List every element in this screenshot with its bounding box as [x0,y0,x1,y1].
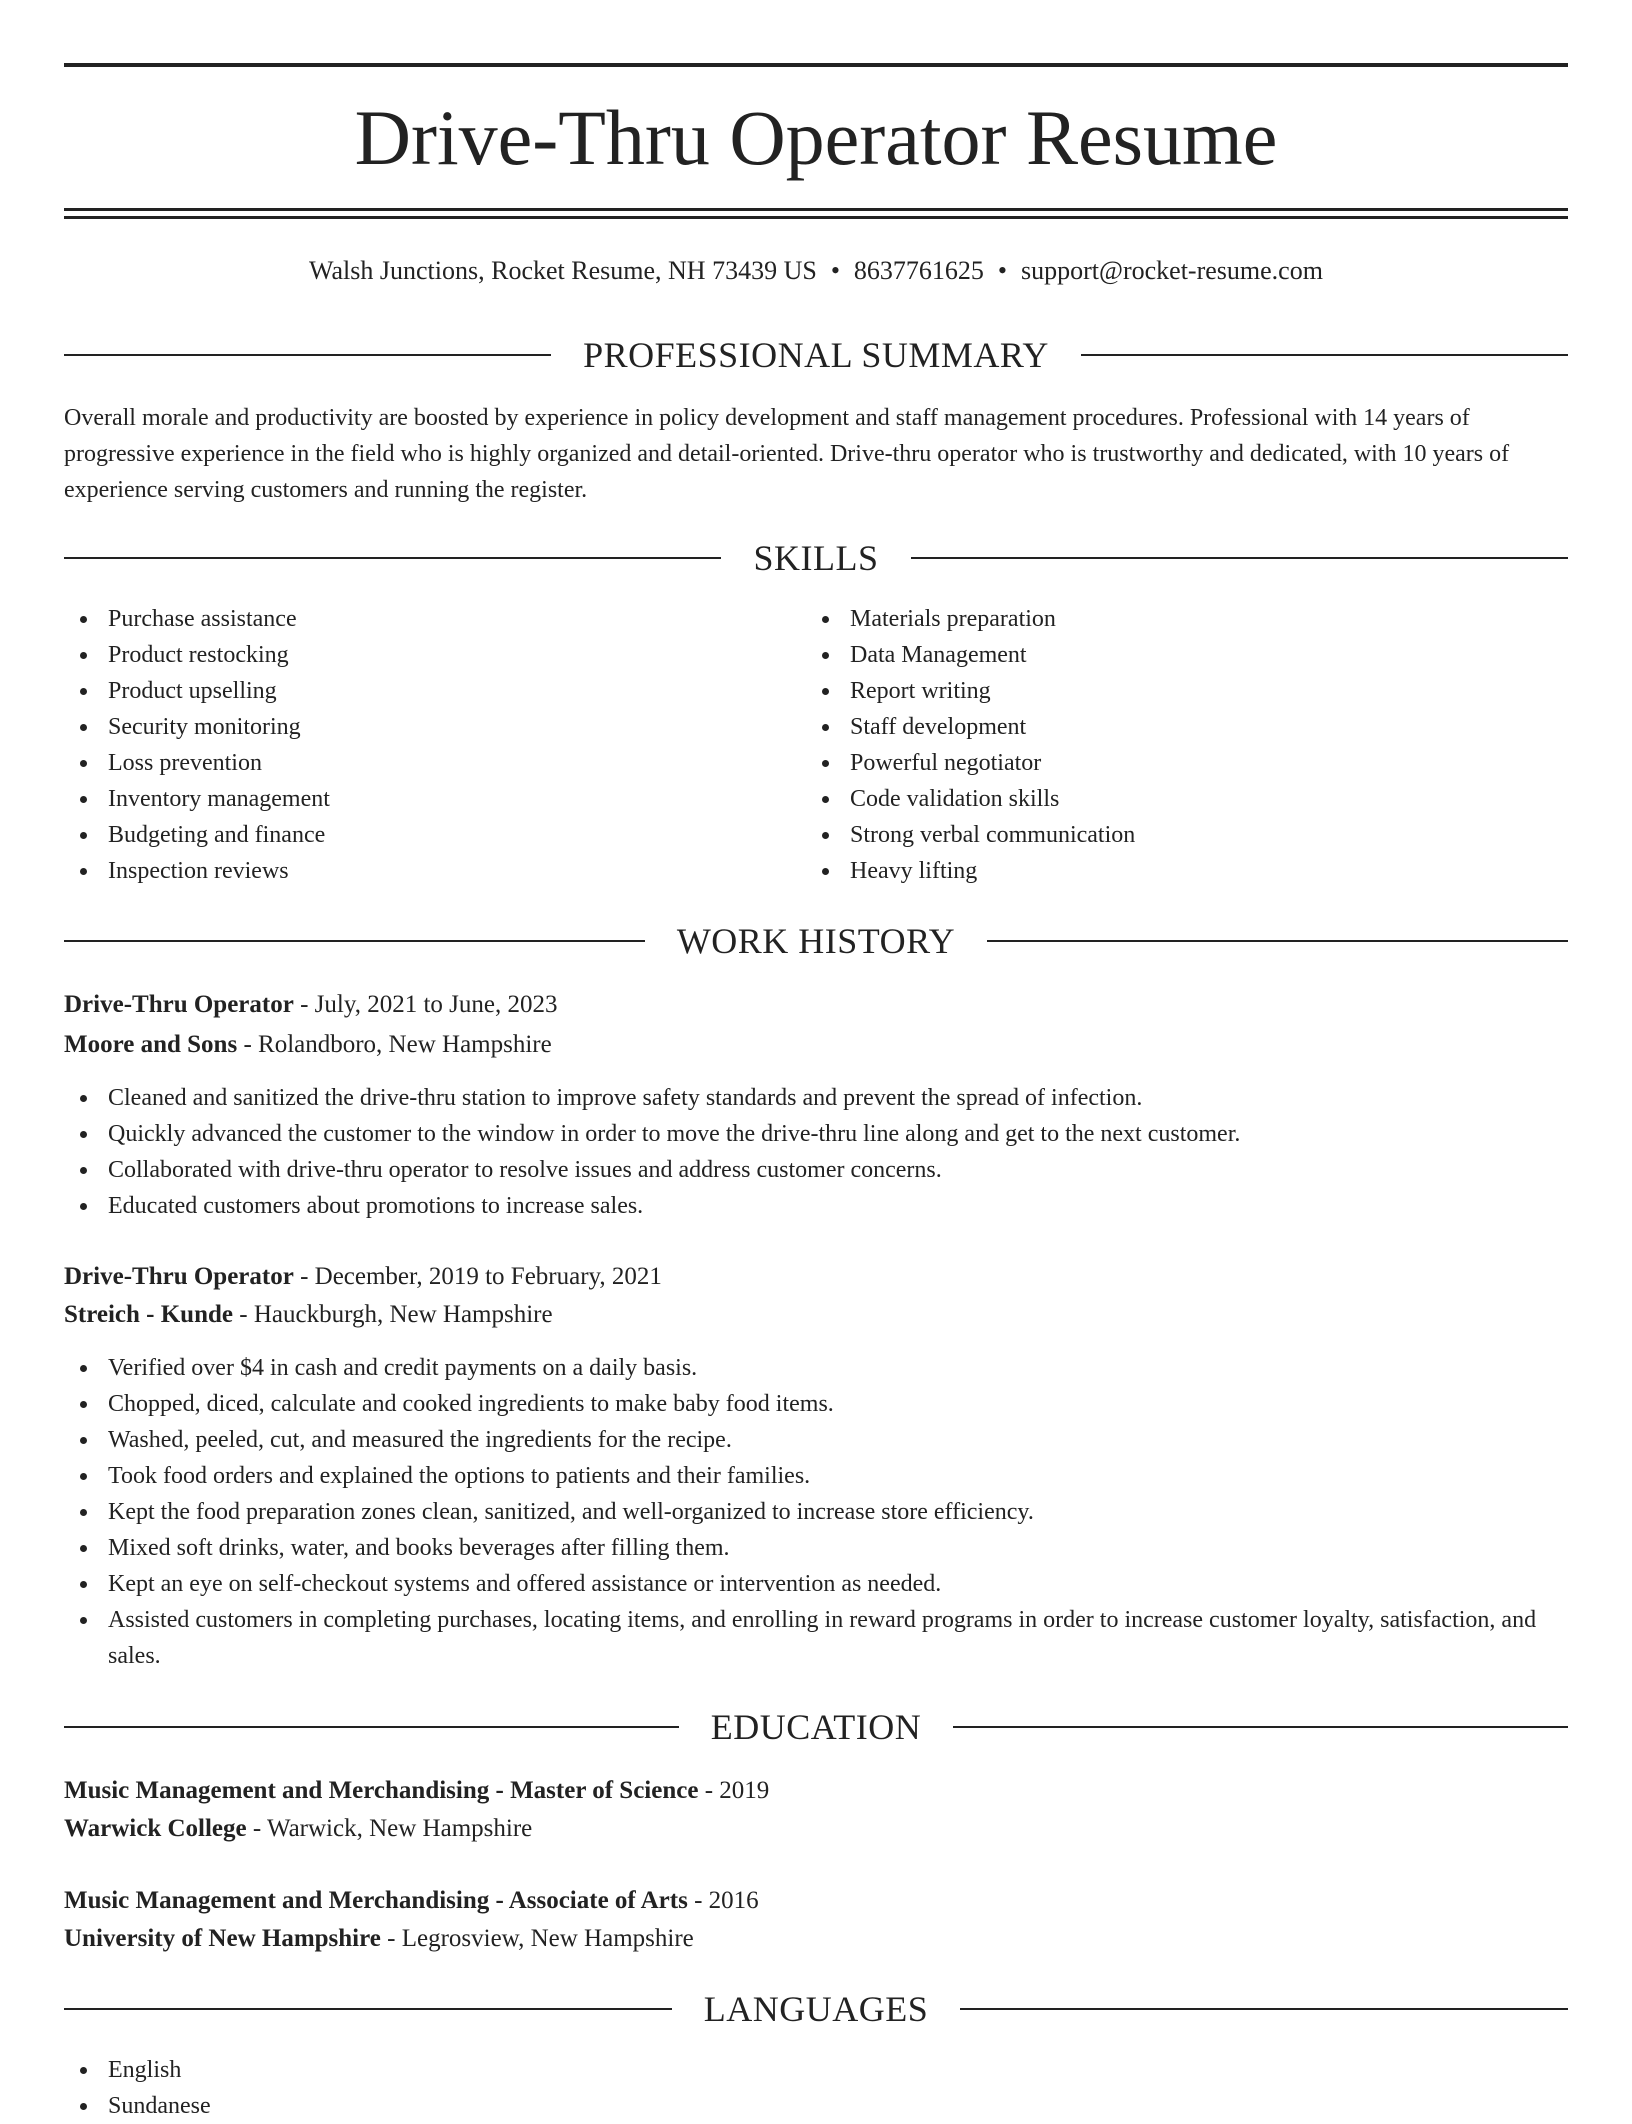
job-duty: Mixed soft drinks, water, and books beverages after filling them. [64,1530,1568,1566]
skill-item: Heavy lifting [806,853,1546,889]
contact-line [64,253,1568,289]
job-duties-list [64,1080,1568,1224]
section-title: SKILLS [64,535,1568,581]
skill-item: Powerful negotiator [806,745,1546,781]
job-title-line [64,1258,1568,1296]
education-degree-line [64,1772,1568,1810]
job-duty: Washed, peeled, cut, and measured the ingredients for the recipe. [64,1422,1568,1458]
section-heading-skills [64,535,1568,581]
education-degree: Music Management and Merchandising - Associate of Arts [64,1887,688,1914]
contact-separator: • [997,256,1008,285]
job-duty: Chopped, diced, calculate and cooked ingredients to make baby food items. [64,1386,1568,1422]
language-item: English [64,2052,1568,2088]
skill-item: Data Management [806,637,1546,673]
job-company-line [64,1026,1568,1064]
job-duty: Assisted customers in completing purchases, locating items, and enrolling in reward programs in order to increase customer loyalty, satisfaction, and sales. [64,1602,1568,1674]
education-school-line [64,1920,1568,1958]
resume-title: Drive-Thru Operator Resume [354,94,1278,181]
section-heading-work-history [64,918,1568,964]
job-duty: Kept the food preparation zones clean, sanitized, and well-organized to increase store efficiency. [64,1494,1568,1530]
skill-item: Budgeting and finance [64,817,804,853]
skill-item: Staff development [806,709,1546,745]
contact-email: support@rocket-resume.com [1021,256,1323,285]
section-heading-languages [64,1986,1568,2032]
education-degree-line [64,1882,1568,1920]
section-heading-education [64,1704,1568,1750]
job-dates: - December, 2019 to February, 2021 [293,1263,662,1290]
header-rule-lower [64,216,1568,219]
contact-separator: • [830,256,840,285]
section-title: LANGUAGES [64,1986,1568,2032]
job-location: - Rolandboro, New Hampshire [237,1031,552,1058]
skill-item: Report writing [806,673,1546,709]
header-top-rule [64,63,1568,67]
section-title: EDUCATION [64,1704,1568,1750]
skill-item: Security monitoring [64,709,804,745]
education-degree: Music Management and Merchandising - Master of Science [64,1777,699,1804]
job-duty: Cleaned and sanitized the drive-thru station to improve safety standards and prevent the spread of infection. [64,1080,1568,1116]
header-rule-upper [64,208,1568,211]
education-year: - 2019 [698,1777,770,1804]
skills-list-left [64,601,804,889]
job-duty: Verified over $4 in cash and credit payments on a daily basis. [64,1350,1568,1386]
education-school-line [64,1810,1568,1848]
job-duties-list [64,1350,1568,1674]
education-school: University of New Hampshire [64,1925,381,1952]
education-location: - Legrosview, New Hampshire [380,1925,694,1952]
languages-list [64,2052,1568,2124]
section-title: PROFESSIONAL SUMMARY [64,332,1568,378]
language-item: Sundanese [64,2088,1568,2124]
section-heading-summary [64,332,1568,378]
skill-item: Product restocking [64,637,804,673]
job-duty: Took food orders and explained the options to patients and their families. [64,1458,1568,1494]
summary-text: Overall morale and productivity are boosted by experience in policy development and staff management procedures. Professional with 14 years of progressive experience in the field who is highly organized and detail-oriented. Drive-thru operator who is trustworthy and dedicated, with 10 years of experience serving customers and running the register. [64,405,1510,503]
job-duty: Educated customers about promotions to increase sales. [64,1188,1568,1224]
job-duty: Kept an eye on self-checkout systems and offered assistance or intervention as needed. [64,1566,1568,1602]
job-duty: Collaborated with drive-thru operator to resolve issues and address customer concerns. [64,1152,1568,1188]
contact-phone: 8637761625 [853,256,984,285]
job-location: - Hauckburgh, New Hampshire [233,1301,553,1328]
job-title: Drive-Thru Operator [64,1263,294,1290]
job-company-line [64,1296,1568,1334]
education-year: - 2016 [687,1887,759,1914]
contact-address: Walsh Junctions, Rocket Resume, NH 73439 US [309,256,817,285]
job-duty: Quickly advanced the customer to the window in order to move the drive-thru line along and get to the next customer. [64,1116,1568,1152]
job-title: Drive-Thru Operator [64,991,294,1018]
job-dates: - July, 2021 to June, 2023 [293,991,558,1018]
skill-item: Product upselling [64,673,804,709]
skills-list-right [806,601,1546,889]
skill-item: Strong verbal communication [806,817,1546,853]
job-company: Moore and Sons [64,1031,238,1058]
education-location: - Warwick, New Hampshire [246,1815,533,1842]
skill-item: Purchase assistance [64,601,804,637]
skill-item: Inspection reviews [64,853,804,889]
section-title: WORK HISTORY [64,918,1568,964]
skill-item: Inventory management [64,781,804,817]
skill-item: Code validation skills [806,781,1546,817]
job-title-line [64,986,1568,1024]
skill-item: Loss prevention [64,745,804,781]
skill-item: Materials preparation [806,601,1546,637]
education-school: Warwick College [64,1815,247,1842]
job-company: Streich - Kunde [64,1301,233,1328]
